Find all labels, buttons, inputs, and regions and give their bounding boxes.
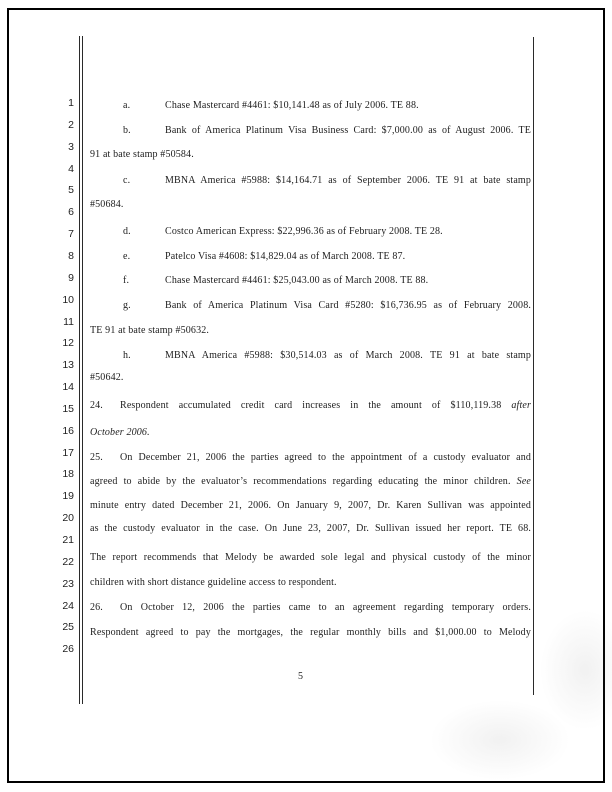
line-number: 11 (63, 315, 74, 328)
scan-smudge (430, 700, 570, 780)
list-item-e (90, 250, 531, 266)
line-number: 6 (68, 206, 74, 219)
line-number: 21 (62, 534, 74, 546)
paragraph-24-line-1 (90, 399, 531, 415)
line-text-italic: after (511, 400, 531, 411)
line-number: 10 (62, 293, 74, 306)
line-text: #50684. (90, 199, 124, 210)
line-number: 23 (62, 577, 74, 590)
line-number: 13 (62, 359, 74, 372)
line-number: 1 (68, 97, 74, 109)
paragraph-25-line-5 (90, 551, 531, 567)
list-item-h-cont (90, 371, 531, 387)
line-text: as the custody evaluator in the case. On June 23, 2007, Dr. Sullivan issued her report. TE 68. (90, 523, 531, 534)
line-text: The report recommends that Melody be awarded sole legal and physical custody of the minor (90, 552, 531, 563)
line-number: 5 (68, 184, 74, 197)
left-double-rule (79, 36, 83, 704)
line-text: TE 91 at bate stamp #50632. (90, 325, 210, 336)
line-text: MBNA America #5988: $30,514.03 as of March 2008. TE 91 at bate stamp (165, 350, 531, 361)
line-text: children with short distance guideline access to respondent. (90, 577, 337, 588)
list-item-c-cont (90, 198, 531, 214)
list-item-g (90, 299, 531, 315)
line-number: 4 (68, 162, 74, 175)
line-text-italic: October 2006. (90, 427, 150, 438)
line-text: MBNA America #5988: $14,164.71 as of September 2006. TE 91 at bate stamp (165, 175, 531, 186)
paragraph-26-line-2 (90, 626, 531, 642)
list-marker: d. (123, 226, 131, 237)
list-item-h (90, 349, 531, 365)
list-marker: h. (123, 350, 131, 361)
line-number: 22 (62, 555, 74, 568)
paragraph-number: 26. (90, 602, 103, 613)
right-margin-rule (533, 37, 534, 695)
paragraph-25-line-4 (90, 522, 531, 538)
line-number: 26 (62, 643, 74, 656)
line-text: minute entry dated December 21, 2006. On January 9, 2007, Dr. Karen Sullivan was appointed (90, 500, 531, 511)
line-number: 17 (62, 446, 74, 459)
page-number: 5 (298, 671, 303, 682)
line-number: 20 (62, 512, 74, 525)
line-text: 91 at bate stamp #50584. (90, 149, 194, 160)
list-item-g-cont (90, 324, 531, 340)
line-number: 12 (62, 337, 74, 350)
list-item-d (90, 225, 531, 241)
line-text: Respondent agreed to pay the mortgages, the regular monthly bills and $1,000.00 to Melody (90, 627, 531, 638)
line-number: 18 (62, 468, 74, 481)
list-item-a (90, 99, 531, 115)
line-number: 24 (62, 599, 74, 612)
line-text: #50642. (90, 372, 124, 383)
list-marker: c. (123, 175, 131, 186)
line-text: Respondent accumulated credit card increases in the amount of $110,119.38 (120, 400, 512, 411)
list-marker: e. (123, 251, 131, 262)
paragraph-number: 24. (90, 400, 103, 411)
list-marker: a. (123, 100, 131, 111)
paragraph-25-line-2 (90, 475, 531, 491)
line-text: Patelco Visa #4608: $14,829.04 as of March 2008. TE 87. (165, 251, 406, 262)
line-text: On December 21, 2006 the parties agreed to the appointment of a custody evaluator and (120, 452, 531, 463)
line-number: 2 (68, 118, 74, 131)
list-item-c (90, 174, 531, 190)
list-item-b (90, 124, 531, 140)
list-marker: b. (123, 125, 131, 136)
list-marker: f. (123, 275, 130, 286)
paragraph-25-line-1 (90, 451, 531, 467)
paragraph-25-line-6 (90, 576, 531, 592)
line-text-italic: See (516, 476, 531, 487)
line-text: On October 12, 2006 the parties came to an agreement regarding temporary orders. (120, 602, 531, 613)
line-number-gutter (50, 0, 74, 792)
paragraph-26-line-1 (90, 601, 531, 617)
line-text: Bank of America Platinum Visa Card #5280: $16,736.95 as of February 2008. (165, 300, 531, 311)
line-text: Chase Mastercard #4461: $25,043.00 as of March 2008. TE 88. (165, 275, 429, 286)
list-item-b-cont (90, 148, 531, 164)
line-text: Chase Mastercard #4461: $10,141.48 as of July 2006. TE 88. (165, 100, 419, 111)
line-number: 19 (62, 490, 74, 503)
line-number: 25 (62, 621, 74, 634)
list-item-f (90, 274, 531, 290)
line-number: 9 (68, 271, 74, 284)
line-number: 15 (62, 402, 74, 415)
line-number: 8 (68, 249, 74, 262)
line-number: 7 (68, 228, 74, 241)
line-number: 16 (62, 424, 74, 437)
line-text: Bank of America Platinum Visa Business Card: $7,000.00 as of August 2006. TE (165, 125, 531, 136)
paragraph-24-line-2 (90, 426, 531, 442)
line-number: 14 (62, 381, 74, 394)
paragraph-25-line-3 (90, 499, 531, 515)
line-text: Costco American Express: $22,996.36 as of February 2008. TE 28. (165, 226, 443, 237)
paragraph-number: 25. (90, 452, 103, 463)
line-number: 3 (68, 140, 74, 153)
line-text: agreed to abide by the evaluator’s recommendations regarding educating the minor children. (90, 476, 517, 487)
list-marker: g. (123, 300, 131, 311)
